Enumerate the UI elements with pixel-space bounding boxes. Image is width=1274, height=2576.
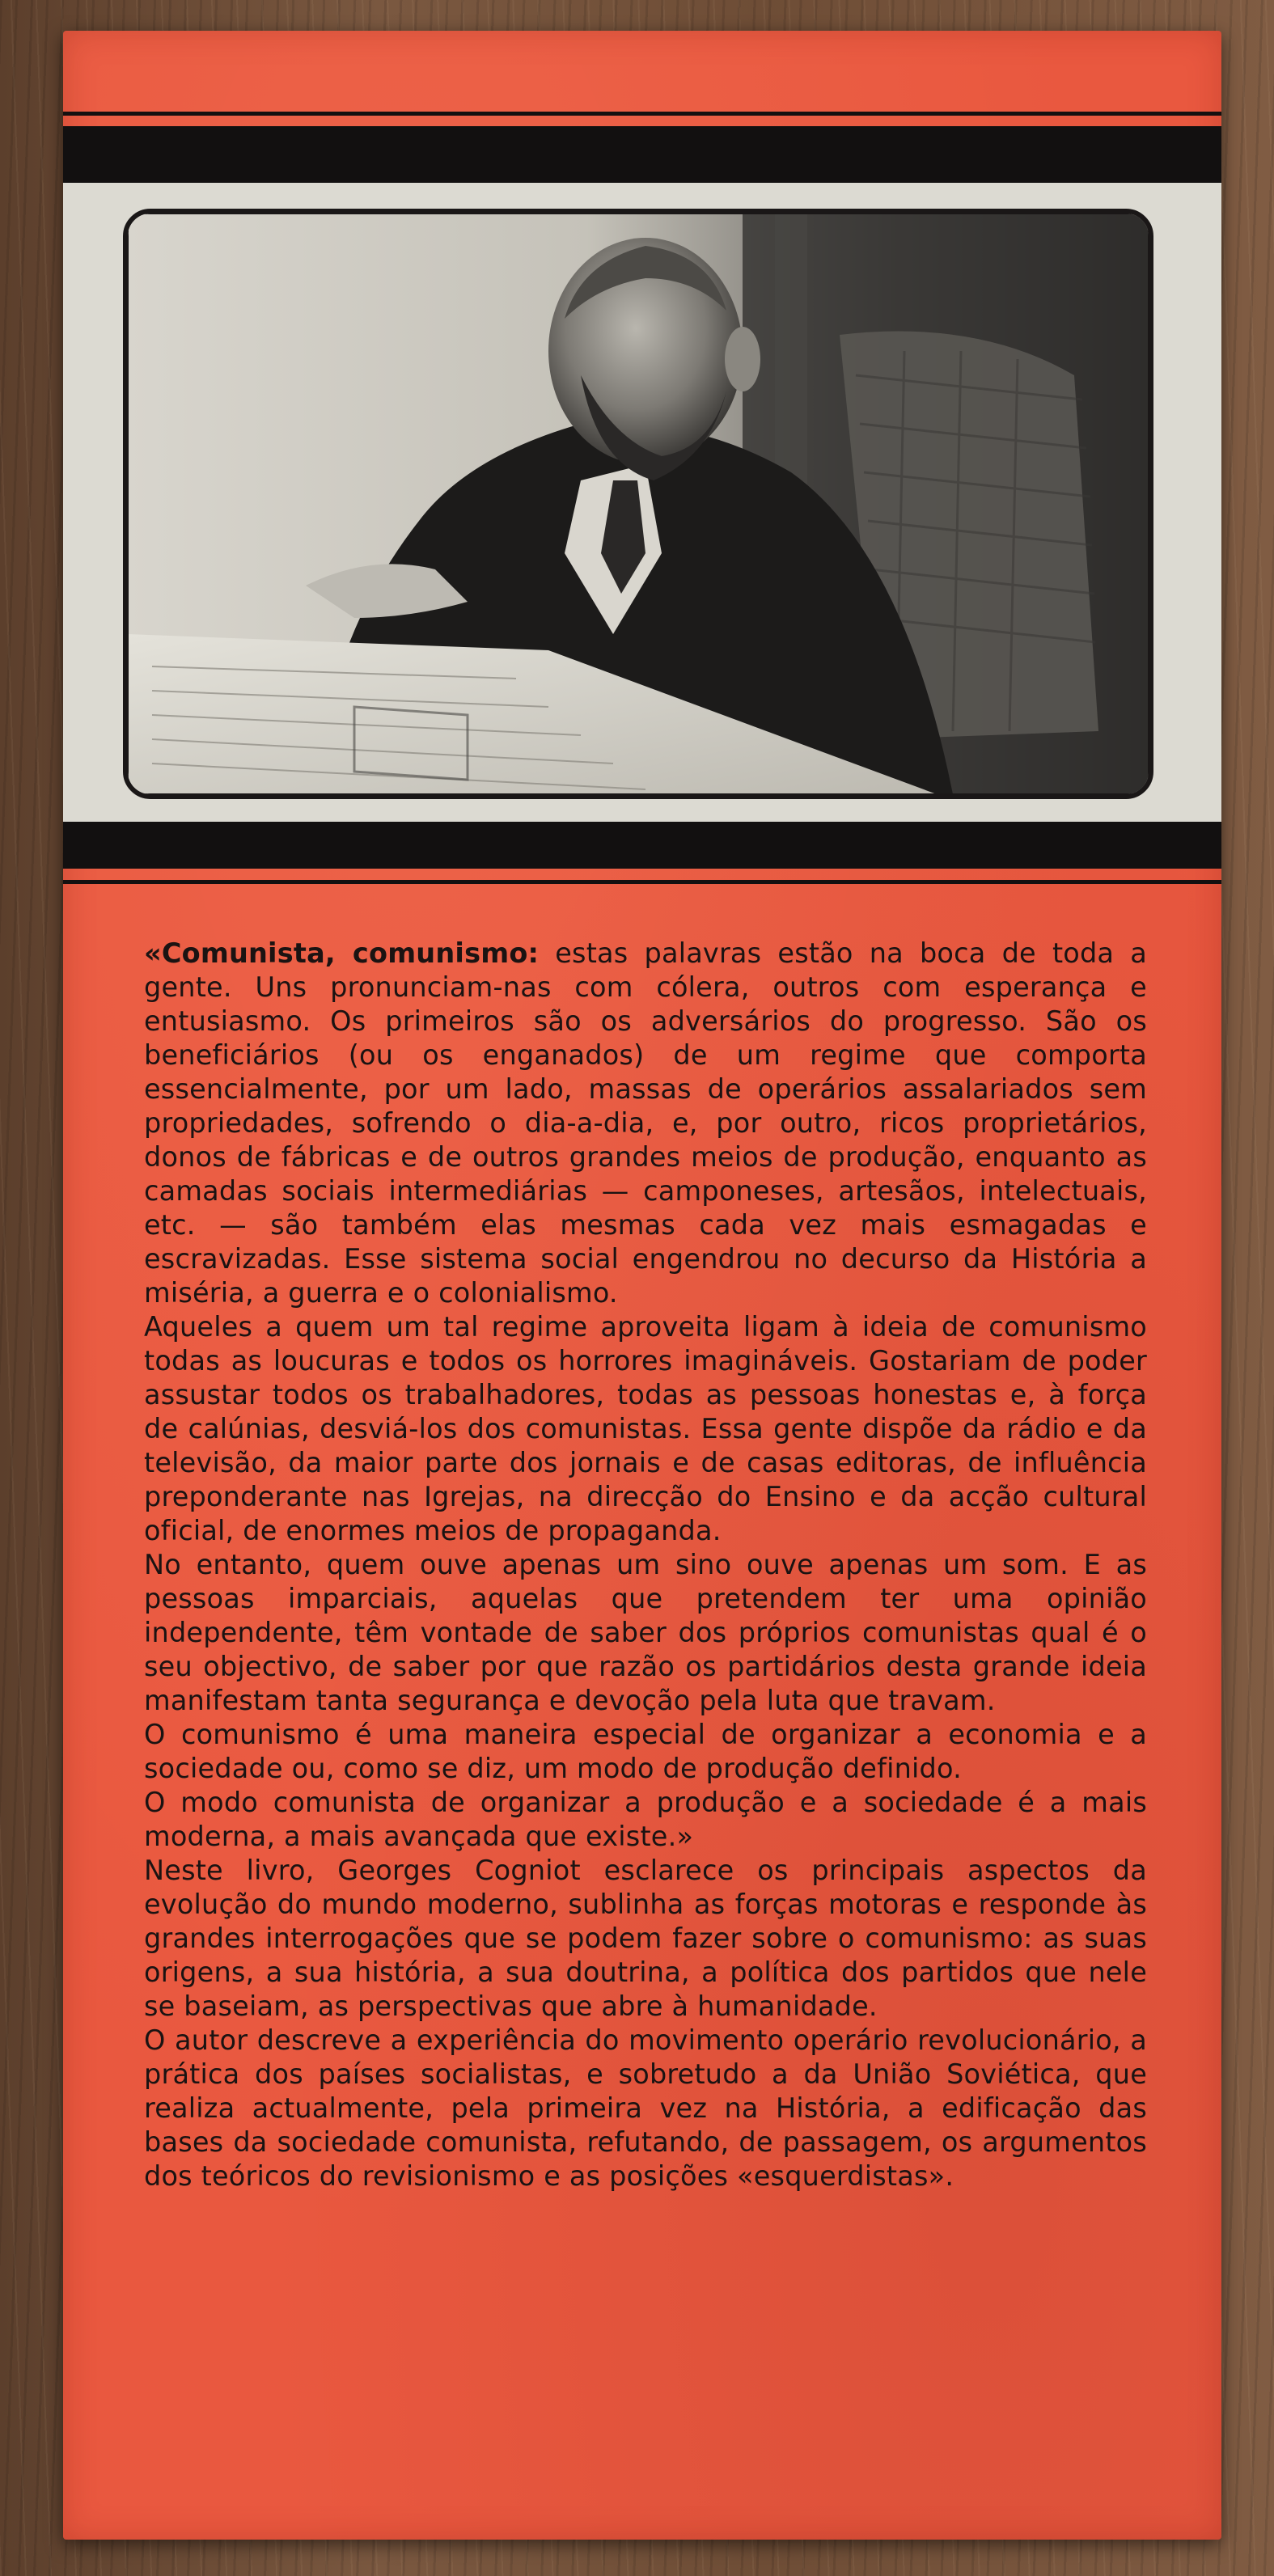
blurb-paragraph-6: Neste livro, Georges Cogniot esclarece os principais aspectos da evolução do mundo moderno, sublinha as forças motoras e responde às grandes interrogações que se podem fazer sobre o comunismo: as suas origens, a sua história, a sua doutrina, a política dos partidos que nele se baseiam, as perspectivas que abre à humanidade. [144, 1855, 1147, 2022]
back-cover-blurb [144, 937, 1147, 2193]
photo-illustration [128, 214, 1149, 794]
top-black-band [63, 126, 1221, 183]
blurb-paragraph-4: O comunismo é uma maneira especial de organizar a economia e a sociedade ou, como se diz, um modo de produção definido. [144, 1719, 1147, 1784]
blurb-paragraph-2: Aqueles a quem um tal regime aproveita ligam à ideia de comunismo todas as loucuras e todos os horrores imagináveis. Gostariam de poder assustar todos os trabalhadores, todas as pessoas honestas e, à força de calúnias, desviá-los dos comunistas. Essa gente dispõe da rádio e da televisão, da maior parte dos jornais e de casas editoras, de influência preponderante nas Igrejas, na direcção do Ensino e da acção cultural oficial, de enormes meios de propaganda. [144, 1311, 1147, 1546]
blurb-lead: «Comunista, comunismo: [144, 937, 540, 969]
bottom-black-band [63, 822, 1221, 869]
top-thin-rule [63, 112, 1221, 116]
blurb-paragraph-1-text: estas palavras estão na boca de toda a gente. Uns pronunciam-nas com cólera, outros com esperança e entusiasmo. Os primeiros são os adversários do progresso. São os beneficiários (ou os enganados) de um regime que comporta essencialmente, por um lado, massas de operários assalariados sem propriedades, sofrendo o dia-a-dia, e, por outro, ricos proprietários, donos de fábricas e de outros grandes meios de produção, enquanto as camadas sociais intermediárias — camponeses, artesãos, intelectuais, etc. — são também elas mesmas cada vez mais esmagadas e escravizadas. Esse sistema social engendrou no decurso da História a miséria, a guerra e o colonialismo. [144, 937, 1147, 1309]
blurb-paragraph-5: O modo comunista de organizar a produção e a sociedade é a mais moderna, a mais avançada que existe.» [144, 1787, 1147, 1852]
blurb-paragraph-1 [144, 937, 1147, 1310]
blurb-paragraph-7: O autor descreve a experiência do movimento operário revolucionário, a prática dos países socialistas, e sobretudo a da União Soviética, que realiza actualmente, pela primeira vez na História, a edificação das bases da sociedade comunista, refutando, de passagem, os argumentos dos teóricos do revisionismo e as posições «esquerdistas». [144, 2024, 1147, 2192]
book-back-cover [63, 31, 1221, 2540]
author-photo [123, 209, 1153, 799]
blurb-paragraph-3: No entanto, quem ouve apenas um sino ouve apenas um som. E as pessoas imparciais, aquelas que pretendem ter uma opinião independente, têm vontade de saber dos próprios comunistas qual é o seu objectivo, de saber por que razão os partidários desta grande ideia manifestam tanta segurança e devoção pela luta que travam. [144, 1549, 1147, 1716]
bottom-thin-rule [63, 880, 1221, 884]
